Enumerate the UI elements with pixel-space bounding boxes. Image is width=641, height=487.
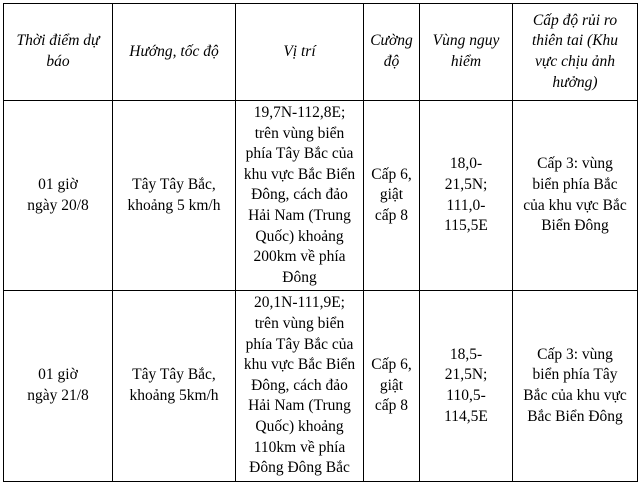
forecast-table: [3, 3, 638, 482]
cell-direction: Tây Tây Bắc, khoảng 5km/h: [113, 291, 236, 481]
cell-position: 20,1N-111,9E; trên vùng biển phía Tây Bắc của khu vực Bắc Biển Đông, cách đảo Hải Nam (Trung Quốc) khoảng 110km về phía Đông Đông Bắc: [236, 291, 364, 481]
cell-risk-level: Cấp 3: vùng biển phía Tây Bắc của khu vực Bắc Biển Đông: [513, 291, 638, 481]
cell-intensity: Cấp 6, giật cấp 8: [364, 101, 420, 291]
table-row: [4, 291, 638, 481]
header-direction-speed: Hướng, tốc độ: [113, 4, 236, 101]
cell-time: 01 giờ ngày 20/8: [4, 101, 113, 291]
header-forecast-time: Thời điểm dự báo: [4, 4, 113, 101]
cell-time: 01 giờ ngày 21/8: [4, 291, 113, 481]
cell-danger-zone: 18,5- 21,5N; 110,5- 114,5E: [420, 291, 513, 481]
cell-danger-zone: 18,0- 21,5N; 111,0- 115,5E: [420, 101, 513, 291]
cell-risk-level: Cấp 3: vùng biển phía Bắc của khu vực Bắc Biển Đông: [513, 101, 638, 291]
header-risk-level: Cấp độ rủi ro thiên tai (Khu vực chịu ảnh hưởng): [513, 4, 638, 101]
header-intensity: Cường độ: [364, 4, 420, 101]
header-position: Vị trí: [236, 4, 364, 101]
header-row: [4, 4, 638, 101]
table-row: [4, 101, 638, 291]
header-danger-zone: Vùng nguy hiểm: [420, 4, 513, 101]
cell-position: 19,7N-112,8E; trên vùng biển phía Tây Bắc của khu vực Bắc Biển Đông, cách đảo Hải Nam (Trung Quốc) khoảng 200km về phía Đông: [236, 101, 364, 291]
cell-intensity: Cấp 6, giật cấp 8: [364, 291, 420, 481]
cell-direction: Tây Tây Bắc, khoảng 5 km/h: [113, 101, 236, 291]
